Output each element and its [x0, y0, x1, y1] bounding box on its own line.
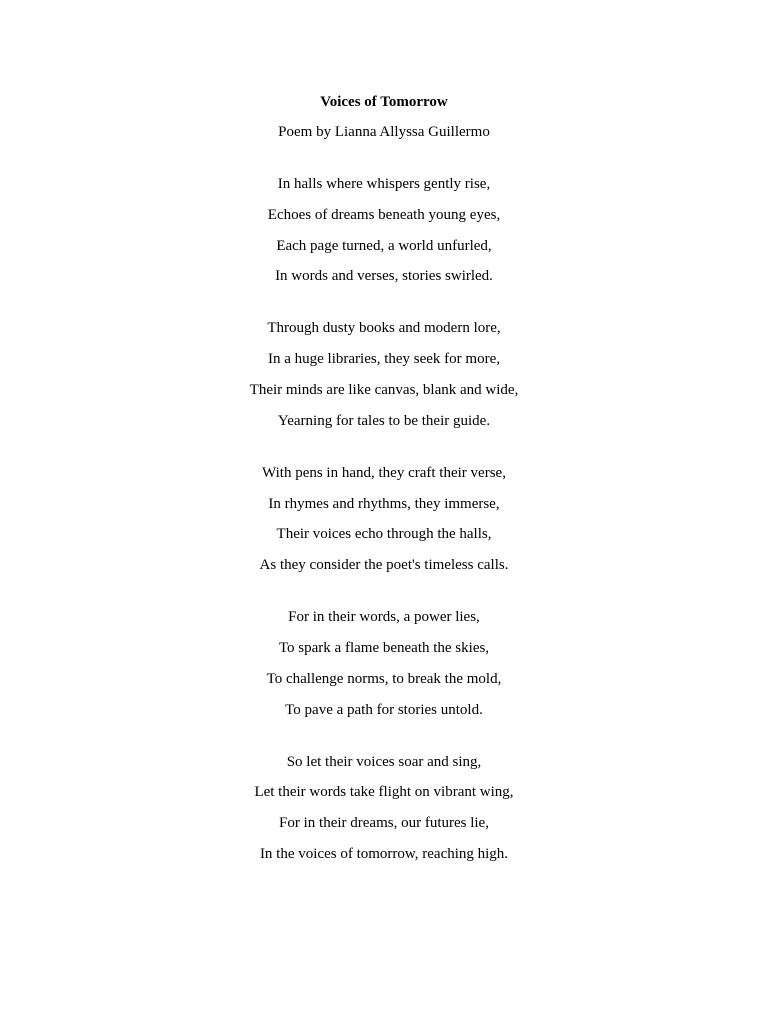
poem-line: Their minds are like canvas, blank and wide, [249, 381, 519, 398]
poem-line: Each page turned, a world unfurled, [276, 237, 492, 254]
poem-title: Voices of Tomorrow [320, 94, 448, 110]
poem-line: To spark a flame beneath the skies, [278, 639, 490, 656]
poem-line: To pave a path for stories untold. [285, 701, 483, 718]
stanza-4 [0, 607, 768, 719]
poem-line: Echoes of dreams beneath young eyes, [267, 206, 501, 223]
poem-line: For in their dreams, our futures lie, [279, 815, 489, 832]
stanza-3 [0, 463, 768, 575]
poem-line: So let their voices soar and sing, [286, 753, 482, 770]
poem [0, 92, 768, 864]
poem-line: In a huge libraries, they seek for more, [268, 351, 500, 368]
poem-line: In rhymes and rhythms, they immerse, [268, 495, 500, 512]
poem-line: To challenge norms, to break the mold, [266, 670, 502, 687]
poem-byline: Poem by Lianna Allyssa Guillermo [278, 124, 490, 140]
poem-line: Yearning for tales to be their guide. [277, 412, 491, 429]
poem-line: Their voices echo through the halls, [276, 526, 492, 543]
stanza-1 [0, 174, 768, 286]
poem-line: With pens in hand, they craft their verse, [262, 464, 506, 481]
poem-line: As they consider the poet's timeless calls. [259, 557, 509, 574]
poem-line: In words and verses, stories swirled. [275, 268, 493, 285]
stanza-2 [0, 318, 768, 430]
stanza-5 [0, 752, 768, 864]
poem-line: Let their words take flight on vibrant wing, [254, 784, 514, 801]
poem-line: In the voices of tomorrow, reaching high. [259, 845, 509, 862]
poem-line: In halls where whispers gently rise, [277, 176, 491, 192]
poem-line: For in their words, a power lies, [288, 609, 480, 626]
poem-line: Through dusty books and modern lore, [267, 320, 501, 337]
